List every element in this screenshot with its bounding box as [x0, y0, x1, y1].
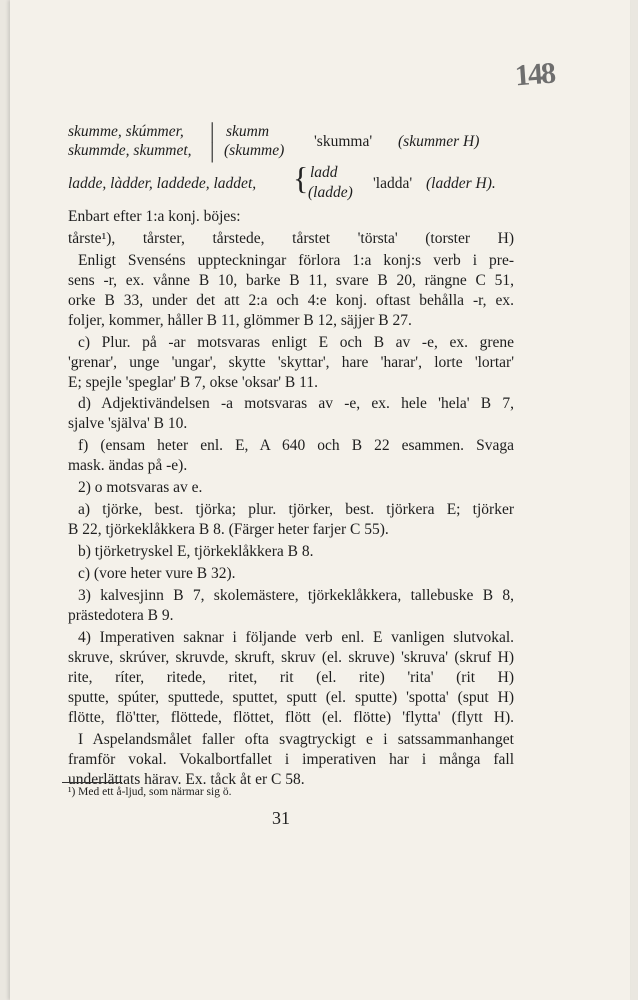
text-line: 'grenar', unge 'ungar', skytte 'skyttar', hare 'harar', lorte 'lortar' [68, 354, 514, 371]
brace-1: | [210, 118, 215, 143]
paradigm-row-2: skummde, skummet, [68, 142, 192, 159]
text-line: orke B 33, under det att 2:a och 4:e konj. oftast behålla -r, ex. [68, 292, 514, 309]
text-line: 4) Imperativen saknar i följande verb enl. E vanligen slutvokal. [78, 629, 514, 646]
text-line: skruve, skrúver, skruvde, skruft, skruv (el. skruve) 'skruva' (skruf H) [68, 649, 514, 666]
brace-2: | [210, 138, 215, 163]
text-line: underlättats härav. Ex. tåck åt er C 58. [68, 771, 305, 788]
text-line: Enbart efter 1:a konj. böjes: [68, 208, 241, 225]
paradigm-alt-3a: ladd [310, 164, 338, 181]
text-line: Enligt Svenséns uppteckningar förlora 1:a konj:s verb i pre- [78, 252, 514, 269]
text-line: sjalve 'själva' B 10. [68, 415, 188, 432]
footnote-rule [62, 782, 122, 783]
paradigm-alt-2: (skumme) [224, 142, 285, 159]
text-line: foljer, kommer, håller B 11, glömmer B 12, säjjer B 27. [68, 312, 412, 329]
text-line: I Aspelandsmålet faller ofta svagtryckigt e i satssammanhanget [78, 731, 514, 748]
paradigm-row-1: skumme, skúmmer, [68, 123, 184, 140]
paradigm-gloss-3: 'ladda' [373, 175, 413, 192]
page-number: 31 [272, 808, 290, 828]
text-line: mask. ändas på -e). [68, 457, 188, 474]
text-line: b) tjörketryskel E, tjörkeklåkkera B 8. [78, 543, 314, 560]
text-line: c) Plur. på -ar motsvaras enligt E och B av -e, ex. grene [78, 334, 514, 351]
text-line: c) (vore heter vure B 32). [78, 565, 236, 582]
text-line: prästedotera B 9. [68, 607, 174, 624]
text-line: 3) kalvesjinn B 7, skolemästere, tjörkeklåkkera, tallebuske B 8, [78, 587, 514, 604]
paradigm-h-1: (skummer H) [398, 133, 480, 150]
paradigm-gloss-1: 'skumma' [314, 133, 373, 150]
paradigm-h-3: (ladder H). [426, 175, 496, 192]
text-line: E; spejle 'speglar' B 7, okse 'oksar' B 11. [68, 374, 318, 391]
text-line: tårste¹), tårster, tårstede, tårstet 'törsta' (torster H) [68, 230, 514, 247]
folio-number: 148 [513, 56, 556, 93]
text-line: framför vokal. Vokalbortfallet i imperativen har i många fall [68, 751, 514, 768]
text-line: rite, ríter, ritede, ritet, rit (el. rite) 'rita' (rit H) [68, 669, 514, 686]
text-line: 2) o motsvaras av e. [78, 479, 203, 496]
paradigm-row-3: ladde, làdder, laddede, laddet, [68, 175, 257, 192]
text-line: B 22, tjörkeklåkkera B 8. (Färger heter farjer C 55). [68, 521, 389, 538]
text-line: d) Adjektivändelsen -a motsvaras av -e, ex. hele 'hela' B 7, [78, 395, 514, 412]
paradigm-alt-3b: (ladde) [308, 184, 353, 201]
text-line: a) tjörke, best. tjörka; plur. tjörker, best. tjörkera E; tjörker [78, 501, 514, 518]
footnote: ¹) Med ett å-ljud, som närmar sig ö. [68, 786, 232, 798]
text-line: sens -r, ex. vånne B 10, barke B 11, svare B 20, rängne C 51, [68, 272, 514, 289]
book-page [10, 0, 630, 1000]
text-line: flötte, flö'tter, flöttede, flöttet, flött (el. flötte) 'flytta' (flytt H). [68, 709, 514, 726]
text-line: f) (ensam heter enl. E, A 640 och B 22 esammen. Svaga [78, 437, 514, 454]
text-line: sputte, spúter, sputtede, sputtet, sputt (el. sputte) 'spotta' (sput H) [68, 689, 514, 706]
brace-3: { [293, 160, 309, 196]
paradigm-alt-1: skumm [226, 123, 270, 140]
